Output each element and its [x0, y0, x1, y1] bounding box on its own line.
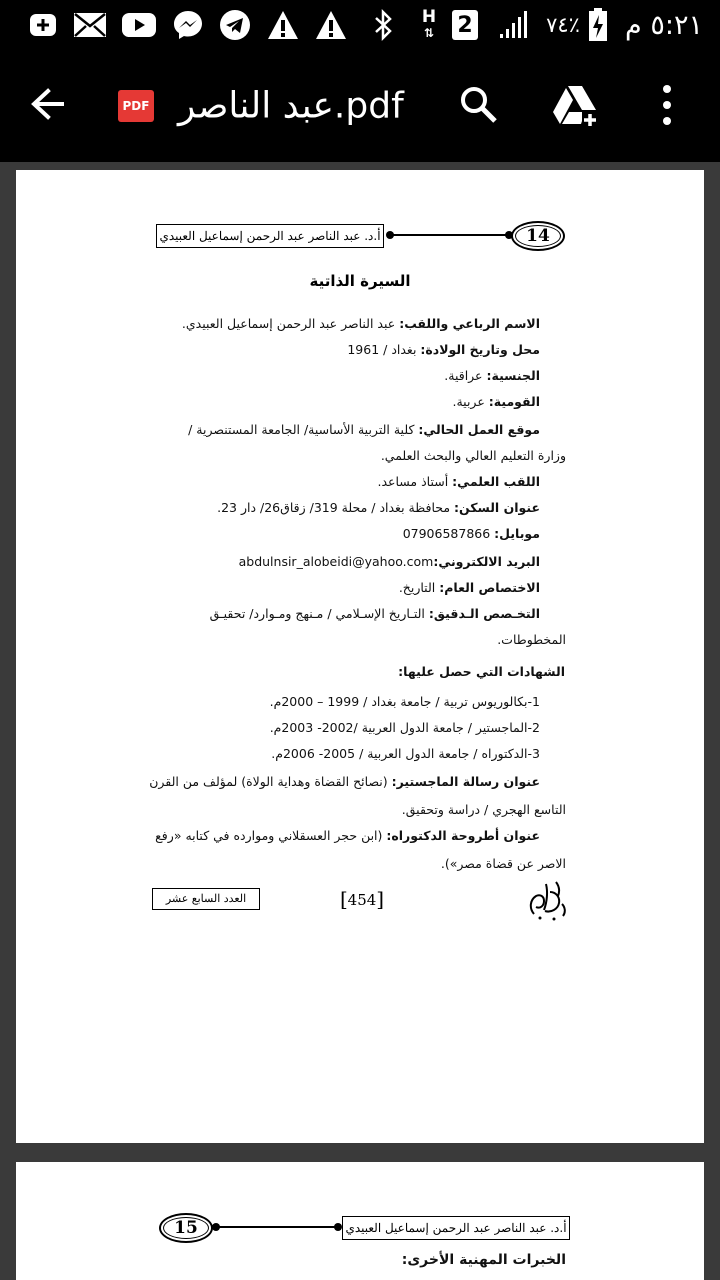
cv-field-label: الاسم الرباعي واللقب:: [399, 316, 540, 331]
journal-page-number: [340, 889, 384, 911]
section-heading: الخبرات المهنية الأخرى:: [401, 1252, 566, 1268]
cv-field-label: الاختصاص العام:: [439, 580, 540, 595]
cv-field-value: عربية.: [452, 394, 489, 409]
cv-field-value: عبد الناصر عبد الرحمن إسماعيل العبيدي.: [181, 316, 400, 331]
cv-field-label: القومية:: [488, 394, 540, 409]
mail-icon: [72, 8, 108, 42]
author-header: أ.د. عبد الناصر عبد الرحمن إسماعيل العبيدي: [156, 224, 384, 248]
cv-line: [149, 774, 540, 789]
more-options-icon[interactable]: [654, 82, 680, 128]
header-dot: [212, 1223, 220, 1231]
cv-title: السيرة الذاتية: [309, 272, 411, 290]
network-label: H: [421, 7, 437, 27]
cv-line: [239, 554, 540, 569]
status-bar: [0, 0, 720, 50]
cv-field-value: أستاذ مساعد.: [377, 474, 453, 489]
cv-field-label: الشهادات التي حصل عليها:: [398, 664, 565, 679]
author-header: أ.د. عبد الناصر عبد الرحمن إسماعيل العبيدي: [342, 1216, 570, 1240]
header-rule: [216, 1226, 336, 1228]
cv-field-value: 3-الدكتوراه / جامعة الدول العربية / 2005- 2006م.: [271, 746, 540, 761]
cv-field-value: 07906587866: [402, 526, 495, 541]
cv-line: [271, 746, 540, 761]
cv-line: [182, 316, 540, 331]
data-arrows-icon: ⇅: [423, 26, 435, 40]
pdf-file-icon: PDF: [118, 90, 154, 122]
cv-field-value: التـاريخ الإسـلامي / مـنهج ومـوارد/ تحقيـق: [209, 606, 429, 621]
add-icon: [26, 8, 60, 42]
cv-field-value: الاصر عن قضاة مصر»).: [440, 856, 566, 871]
page-number-badge: 14: [511, 221, 565, 251]
cv-line: [444, 368, 540, 383]
cv-field-value: عراقية.: [444, 368, 487, 383]
cv-field-value: 2-الماجستير / جامعة الدول العربية /2002- 2003م.: [269, 720, 540, 735]
cv-line: [398, 664, 565, 679]
cv-line: [402, 802, 566, 817]
cv-field-value: وزارة التعليم العالي والبحث العلمي.: [380, 448, 566, 463]
bracket-right: ]: [376, 887, 384, 911]
cv-line: [453, 394, 541, 409]
drive-add-icon[interactable]: [552, 84, 600, 128]
header-rule: [390, 234, 513, 236]
cv-line: [188, 422, 540, 437]
cv-field-label: عنوان رسالة الماجستير:: [391, 774, 540, 789]
sim-badge: 2: [452, 10, 478, 40]
bracket-left: [: [340, 887, 348, 911]
bluetooth-icon: [370, 8, 396, 42]
cv-field-label: موقع العمل الحالي:: [418, 422, 540, 437]
search-icon[interactable]: [458, 84, 500, 126]
cv-line: [217, 500, 540, 515]
cv-field-label: عنوان أطروحة الدكتوراه:: [386, 828, 540, 843]
cv-field-label: موبايل:: [494, 526, 540, 541]
warning-icon: [266, 8, 300, 42]
header-dot: [386, 231, 394, 239]
cv-field-value: محافظة بغداد / محلة 319/ زقاق26/ دار 23.: [217, 500, 454, 515]
cv-line: [155, 828, 540, 843]
cv-field-label: محل وتاريخ الولادة:: [420, 342, 540, 357]
cv-field-value: (ابن حجر العسقلاني وموارده في كتابه «رفع: [155, 828, 387, 843]
header-dot: [334, 1223, 342, 1231]
cv-field-value: التاريخ.: [398, 580, 440, 595]
cv-line: [497, 632, 566, 647]
page-number-text: 454: [347, 891, 377, 909]
back-arrow-icon[interactable]: [26, 82, 70, 126]
journal-logo: [526, 874, 570, 922]
cv-field-value: كلية التربية الأساسية/ الجامعة المستنصرية /: [188, 422, 419, 437]
cv-line: [270, 720, 540, 735]
status-time: ٥:٢١ م: [625, 9, 703, 41]
cv-field-label: اللقب العلمي:: [452, 474, 540, 489]
cv-field-value: abdulnsir_alobeidi@yahoo.com: [238, 554, 434, 569]
battery-charging-icon: [586, 8, 610, 42]
cv-line: [441, 856, 566, 871]
network-h-indicator: [416, 8, 442, 42]
battery-percent: ٧٤٪: [546, 13, 580, 37]
cv-field-label: الجنسية:: [486, 368, 540, 383]
cv-line: [403, 526, 540, 541]
issue-label: العدد السابع عشر: [152, 888, 260, 910]
app-bar: [0, 50, 720, 162]
header-dot: [505, 231, 513, 239]
messenger-icon: [170, 8, 206, 42]
cv-field-value: المخطوطات.: [497, 632, 566, 647]
signal-icon: [494, 8, 538, 42]
youtube-icon: [120, 8, 158, 42]
cv-line: [270, 694, 540, 709]
cv-field-value: التاسع الهجري / دراسة وتحقيق.: [401, 802, 566, 817]
cv-field-label: عنوان السكن:: [454, 500, 540, 515]
cv-line: [347, 342, 540, 357]
cv-field-label: التخـصص الـدقيق:: [428, 606, 540, 621]
cv-field-label: البريد الالكتروني:: [433, 554, 540, 569]
document-title: عبد الناصر.pdf: [178, 85, 404, 127]
cv-field-value: بغداد / 1961: [347, 342, 421, 357]
telegram-icon: [218, 8, 252, 42]
cv-field-value: (نصائح القضاة وهداية الولاة) لمؤلف من القرن: [149, 774, 392, 789]
cv-line: [381, 448, 566, 463]
pdf-page: [16, 1162, 704, 1280]
cv-line: [210, 606, 540, 621]
warning-icon: [314, 8, 348, 42]
page-number-badge: 15: [159, 1213, 213, 1243]
cv-line: [377, 474, 540, 489]
cv-field-value: 1-بكالوريوس تربية / جامعة بغداد / 1999 – 2000م.: [269, 694, 540, 709]
cv-line: [399, 580, 540, 595]
